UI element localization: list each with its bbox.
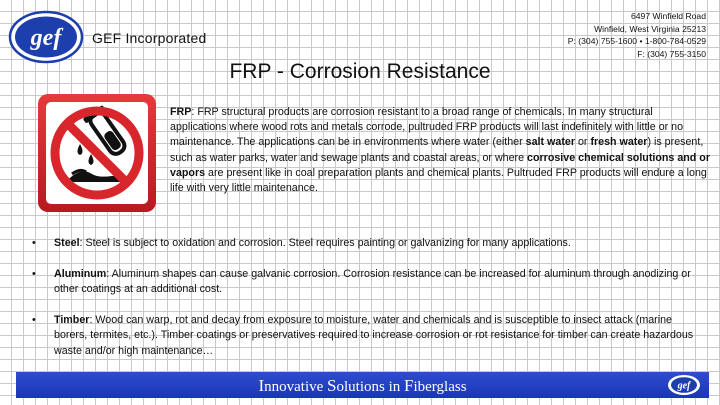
tagline-initial: F [404,376,414,395]
tagline-text: iberglass [413,379,467,395]
list-item-steel [30,236,702,252]
slide-title: FRP - Corrosion Resistance [229,60,491,83]
gef-footer-logo [667,374,701,396]
fax-line: F: (304) 755-3150 [637,48,706,59]
company-address [568,10,706,60]
tagline-text: nnovative [264,379,328,395]
phone-line: P: (304) 755-1600 • 1-800-784-0529 [567,36,706,47]
material-comparison-list [30,236,702,375]
footer-tagline [16,376,709,396]
steel-text: : Steel is subject to oxidation and corrosion. Steel requires painting or galvanizing for many applications. [79,237,571,249]
tagline-initial: S [327,376,337,395]
svg-text:gef: gef [30,25,62,51]
aluminum-text: : Aluminum shapes can cause galvanic corrosion. Corrosion resistance can be increased for aluminum through anodizing or other coatings at an additional cost. [54,267,691,296]
bullet-marker: • [32,267,36,280]
footer-banner [16,372,709,398]
tagline-initial: I [258,376,265,395]
list-item-timber [30,313,702,360]
text-run: or [574,136,591,149]
frp-label: FRP [170,106,192,118]
gef-logo [8,10,84,64]
tagline-text: olutions in [336,379,405,395]
no-corrosive-chemicals-icon [36,92,158,214]
fresh-water-emphasis: fresh water [590,136,648,149]
bullet-marker: • [32,237,36,249]
corrosive-chemicals-emphasis: corrosive chemical solutions and or vapors [170,151,710,179]
address-line: 6497 Winfield Road [630,11,706,21]
list-item-aluminum [30,267,702,298]
text-run: : FRP structural products are corrosion resistant to a broad range of chemicals. In many structural applications where wood rots and metals corrode, pultruded FRP products will last indefinitely with little or no maintenance. The applications can be in environments where water (either [170,106,684,149]
aluminum-label: Aluminum [54,267,107,280]
salt-water-emphasis: salt water [525,136,575,149]
timber-text: : Wood can warp, rot and decay from exposure to moisture, water and chemicals and is susceptible to insect attack (marine borers, termites, etc.). Timber coatings or preservatives required to increase corrosion or rot resistance for timber can create hazardous waste and/or high maintenance… [54,313,694,357]
text-run: ) is present, such as water parks, water and sewage plants and coastal areas, or where [170,136,704,164]
text-run: are present like in coal preparation plants and chemical plants. Pultruded FRP products will endure a long life with very little maintenance. [170,166,707,195]
address-line: Winfield, West Virginia 25213 [594,23,706,34]
timber-label: Timber [54,313,90,326]
frp-paragraph [170,105,710,196]
bullet-marker: • [32,313,36,326]
svg-text:gef: gef [677,380,691,392]
company-name: GEF Incorporated [92,30,207,46]
steel-label: Steel [54,237,80,249]
